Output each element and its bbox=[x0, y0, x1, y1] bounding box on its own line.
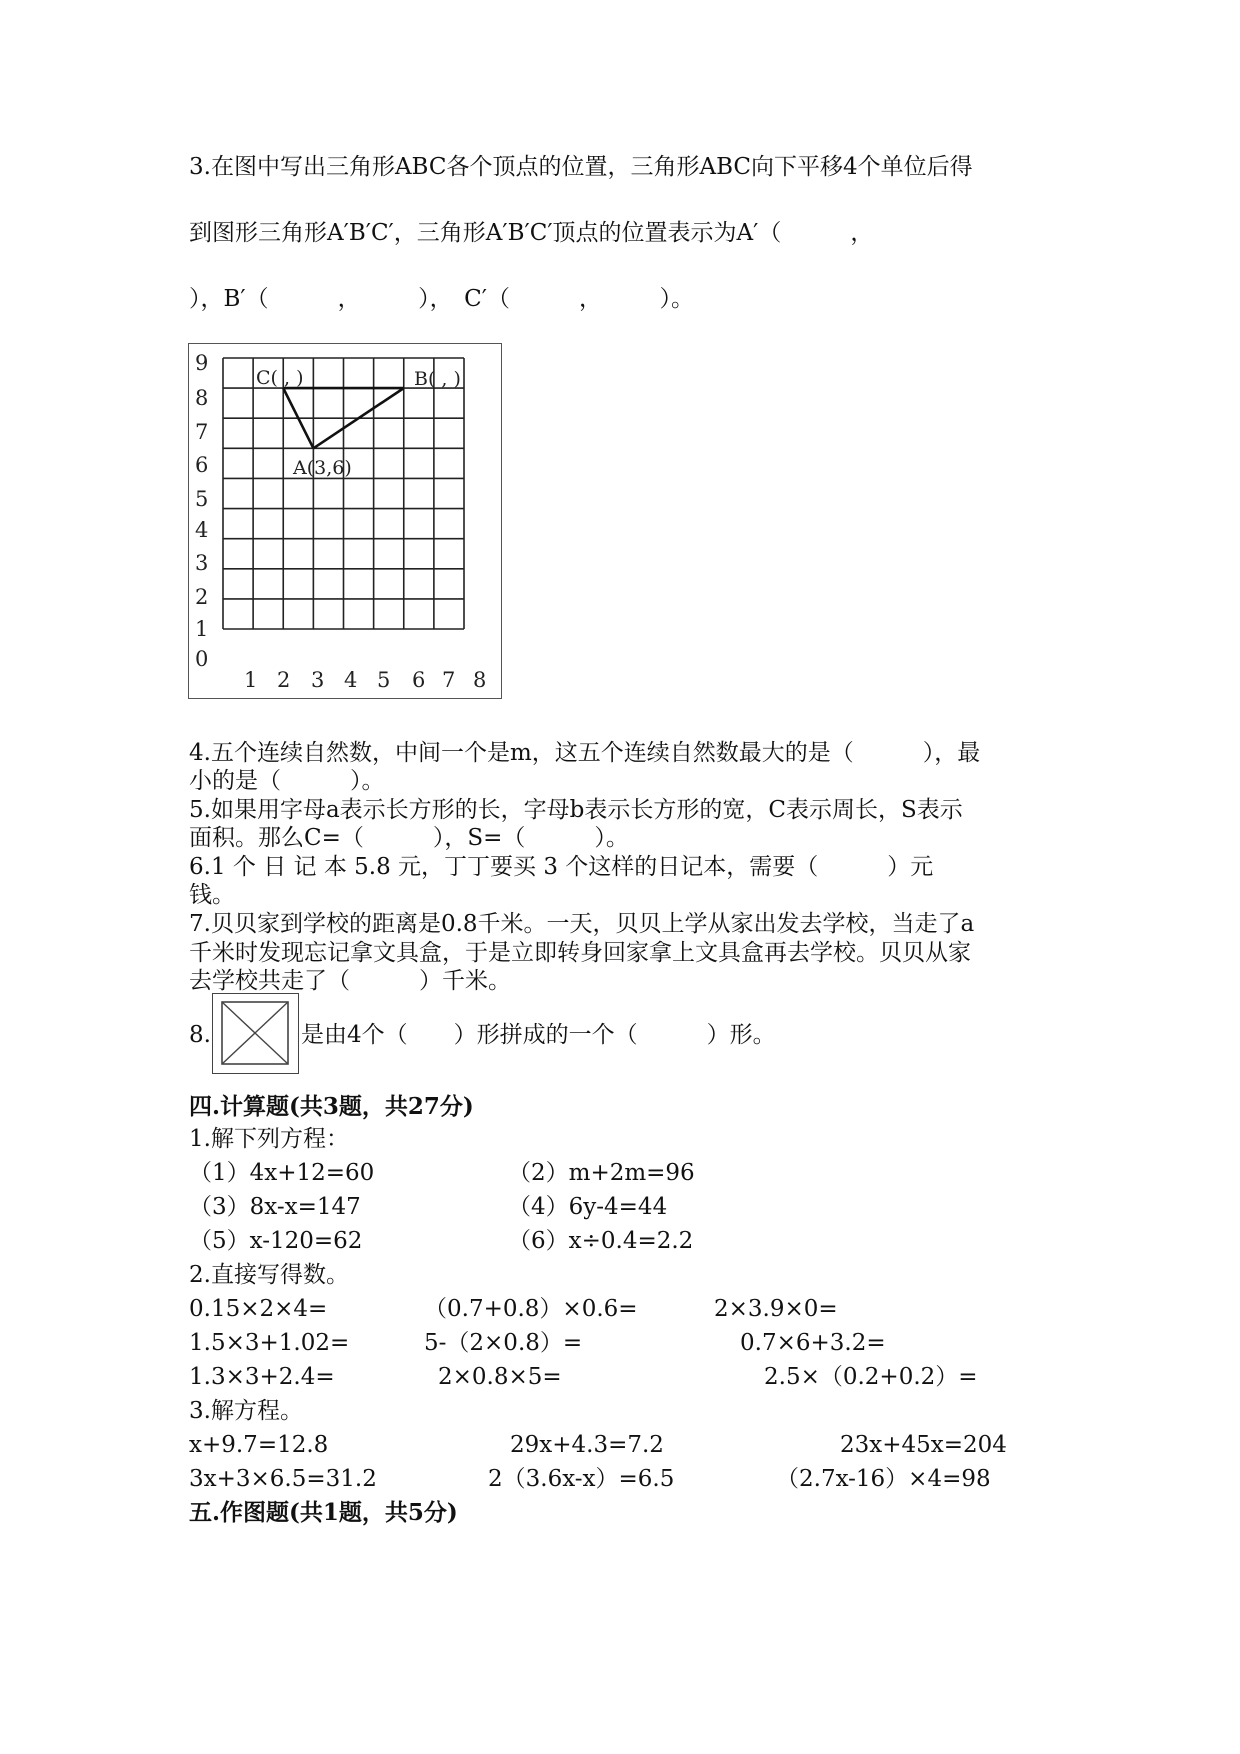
y-tick-2: 2 bbox=[195, 585, 209, 609]
x-tick-1: 1 bbox=[244, 668, 258, 692]
q6-line2: 钱。 bbox=[189, 882, 235, 908]
s4-p3-title: 3.解方程。 bbox=[189, 1398, 303, 1424]
y-tick-4: 4 bbox=[195, 518, 209, 542]
square-diagonals-icon bbox=[213, 994, 297, 1072]
q8-number: 8. bbox=[189, 1022, 211, 1048]
coordinate-grid bbox=[189, 344, 500, 697]
y-tick-3: 3 bbox=[195, 551, 209, 575]
s4-p2-item: 0.7×6+3.2= bbox=[740, 1330, 886, 1356]
q6-line1: 6.1 个 日 记 本 5.8 元，丁丁要买 3 个这样的日记本，需要（ ）元 bbox=[189, 854, 934, 880]
s4-p2-item: 5-（2×0.8）= bbox=[424, 1330, 583, 1356]
s4-p2-item: 2.5×（0.2+0.2）= bbox=[764, 1364, 978, 1390]
label-b: B( , ) bbox=[414, 368, 461, 390]
section4-title: 四.计算题(共3题，共27分) bbox=[189, 1093, 474, 1120]
x-tick-3: 3 bbox=[311, 668, 325, 692]
y-tick-5: 5 bbox=[195, 487, 209, 511]
q3-line1: 3.在图中写出三角形ABC各个顶点的位置，三角形ABC向下平移4个单位后得 bbox=[189, 154, 973, 180]
y-tick-7: 7 bbox=[195, 420, 209, 444]
s4-p1-item: （3）8x-x=147 bbox=[189, 1194, 361, 1220]
s4-p2-item: 2×0.8×5= bbox=[438, 1364, 562, 1390]
s4-p2-item: 1.3×3+2.4= bbox=[189, 1364, 335, 1390]
s4-p2-title: 2.直接写得数。 bbox=[189, 1262, 349, 1288]
y-tick-1: 1 bbox=[195, 617, 209, 641]
q3-line3: ），B′（ ， ）， C′（ ， ）。 bbox=[189, 286, 694, 312]
q7-line2: 千米时发现忘记拿文具盒，于是立即转身回家拿上文具盒再去学校。贝贝从家 bbox=[189, 940, 971, 966]
s4-p1-title: 1.解下列方程： bbox=[189, 1126, 349, 1152]
q8-text: 是由4个（ ）形拼成的一个（ ）形。 bbox=[301, 1022, 776, 1048]
q3-line2: 到图形三角形A′B′C′，三角形A′B′C′顶点的位置表示为A′（ ， bbox=[189, 220, 874, 246]
s4-p1-item: （2）m+2m=96 bbox=[508, 1160, 695, 1186]
x-tick-6: 6 bbox=[412, 668, 426, 692]
s4-p3-item: 23x+45x=204 bbox=[840, 1432, 1007, 1458]
x-tick-2: 2 bbox=[277, 668, 291, 692]
s4-p1-item: （1）4x+12=60 bbox=[189, 1160, 375, 1186]
label-a: A(3,6) bbox=[293, 457, 352, 479]
square-diagonals-figure bbox=[212, 993, 299, 1074]
q7-line1: 7.贝贝家到学校的距离是0.8千米。一天，贝贝上学从家出发去学校，当走了a bbox=[189, 911, 975, 937]
s4-p2-item: 0.15×2×4= bbox=[189, 1296, 328, 1322]
s4-p3-item: 29x+4.3=7.2 bbox=[510, 1432, 664, 1458]
s4-p3-item: 2（3.6x-x）=6.5 bbox=[488, 1466, 675, 1492]
q5-line2: 面积。那么C=（ ），S=（ ）。 bbox=[189, 825, 629, 851]
y-tick-9: 9 bbox=[195, 351, 209, 375]
y-tick-6: 6 bbox=[195, 453, 209, 477]
section5-title: 五.作图题(共1题，共5分) bbox=[189, 1499, 458, 1526]
s4-p2-item: 1.5×3+1.02= bbox=[189, 1330, 350, 1356]
s4-p3-item: x+9.7=12.8 bbox=[189, 1432, 329, 1458]
s4-p3-item: 3x+3×6.5=31.2 bbox=[189, 1466, 377, 1492]
s4-p2-item: 2×3.9×0= bbox=[714, 1296, 838, 1322]
y-tick-0: 0 bbox=[195, 647, 209, 671]
label-c: C( , ) bbox=[256, 367, 304, 389]
s4-p2-item: （0.7+0.8）×0.6= bbox=[424, 1296, 638, 1322]
x-tick-4: 4 bbox=[344, 668, 358, 692]
x-tick-7: 7 bbox=[442, 668, 456, 692]
coordinate-grid-figure bbox=[188, 343, 502, 699]
s4-p1-item: （4）6y-4=44 bbox=[508, 1194, 668, 1220]
x-tick-8: 8 bbox=[473, 668, 487, 692]
q4-line1: 4.五个连续自然数，中间一个是m，这五个连续自然数最大的是（ ），最 bbox=[189, 740, 981, 766]
q5-line1: 5.如果用字母a表示长方形的长，字母b表示长方形的宽，C表示周长，S表示 bbox=[189, 797, 963, 823]
y-tick-8: 8 bbox=[195, 386, 209, 410]
s4-p1-item: （5）x-120=62 bbox=[189, 1228, 363, 1254]
q4-line2: 小的是（ ）。 bbox=[189, 768, 385, 794]
q7-line3: 去学校共走了（ ）千米。 bbox=[189, 968, 511, 994]
x-tick-5: 5 bbox=[377, 668, 391, 692]
s4-p1-item: （6）x÷0.4=2.2 bbox=[508, 1228, 694, 1254]
s4-p3-item: （2.7x-16）×4=98 bbox=[776, 1466, 991, 1492]
